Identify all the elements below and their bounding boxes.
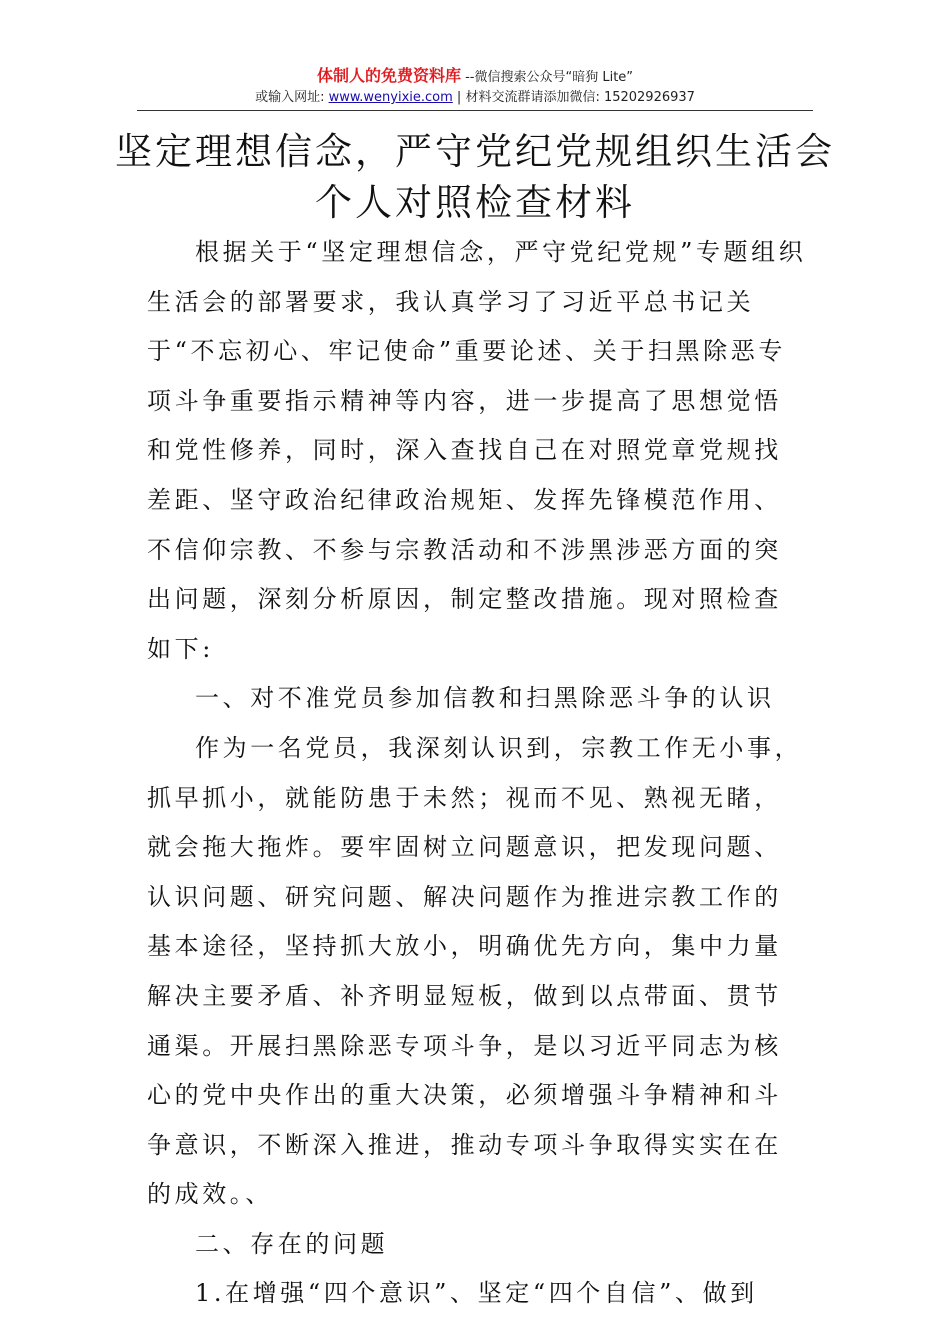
- header-contact-line: [0, 88, 950, 108]
- url-prefix: 或输入网址:: [255, 90, 329, 105]
- website-link[interactable]: www.wenyixie.com: [328, 90, 453, 105]
- page-header: [0, 66, 950, 108]
- header-divider: [137, 110, 813, 111]
- section-heading-2: 二、存在的问题: [195, 1229, 389, 1258]
- header-promo-line: [0, 66, 950, 88]
- brand-name: 体制人的免费资料库: [316, 66, 461, 85]
- section-heading-1: 一、对不准党员参加信教和扫黑除恶斗争的认识: [195, 684, 775, 713]
- title-line-2: 个人对照检查材料: [315, 181, 635, 224]
- intro-paragraph: 根据关于“坚定理想信念，严守党纪党规”专题组织生活会的部署要求，我认真学习了习近平总书记关于“不忘初心、牢记使命”重要论述、关于扫黑除恶专项斗争重要指示精神等内容，进一步提高了思想觉悟和党性修养，同时，深入查找自己在对照党章党规找差距、坚守政治纪律政治规矩、发挥先锋模范作用、不信仰宗教、不参与宗教活动和不涉黑涉恶方面的突出问题，深刻分析原因，制定整改措施。现对照检查如下:: [147, 238, 807, 663]
- contact-info: | 材料交流群请添加微信: 15202926937: [452, 90, 695, 105]
- document-body: [147, 228, 807, 1319]
- body-paragraph: 作为一名党员，我深刻认识到，宗教工作无小事，抓早抓小，就能防患于未然；视而不见、熟视无睹，就会拖大拖炸。要牢固树立问题意识，把发现问题、认识问题、研究问题、解决问题作为推进宗教工作的基本途径，坚持抓大放小，明确优先方向，集中力量解决主要矛盾、补齐明显短板，做到以点带面、贯节通渠。开展扫黑除恶专项斗争，是以习近平同志为核心的党中央作出的重大决策，必须增强斗争精神和斗争意识，不断深入推进，推动专项斗争取得实实在在的成效。、: [147, 733, 803, 1209]
- title-line-1: 坚定理想信念，严守党纪党规组织生活会: [115, 130, 835, 173]
- list-item: 1.在增强“四个意识”、坚定“四个自信”、做到: [195, 1279, 758, 1308]
- document-title: [100, 126, 850, 228]
- header-tagline: --微信搜索公众号“暗狗 Lite”: [460, 70, 634, 85]
